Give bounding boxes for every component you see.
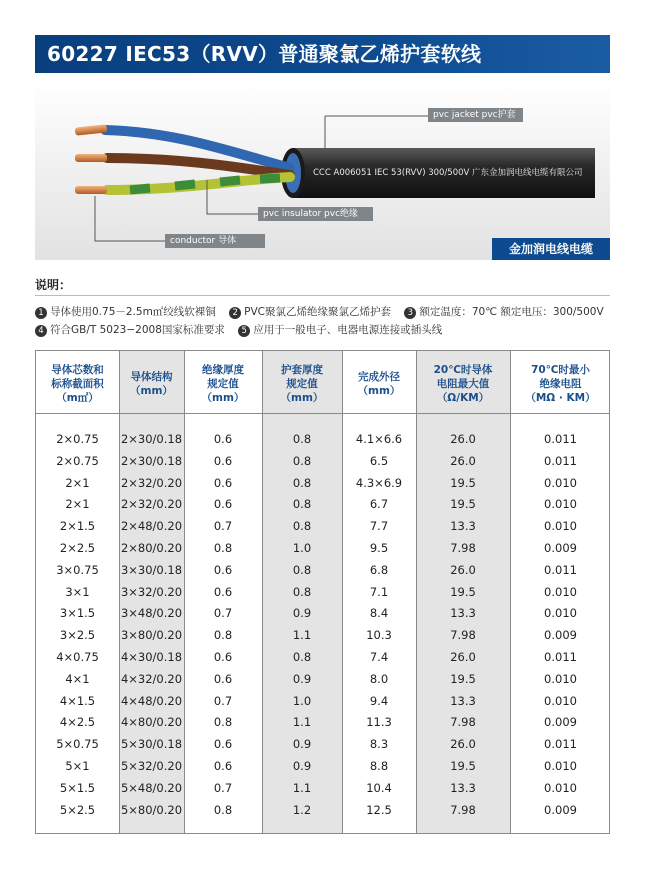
table-cell: 0.6 bbox=[213, 475, 233, 490]
table-cell: 6.8 bbox=[369, 562, 389, 577]
table-cell: 1.0 bbox=[292, 693, 312, 708]
note-item bbox=[229, 304, 391, 319]
table-cell: 13.3 bbox=[450, 519, 476, 534]
table-cell: 3×0.75 bbox=[56, 562, 99, 577]
table-cell: 2×1 bbox=[65, 497, 90, 512]
table-cell: 0.009 bbox=[544, 715, 577, 730]
table-cell: 3×32/0.20 bbox=[120, 584, 183, 599]
note-item bbox=[238, 322, 442, 337]
column-header-line: 20℃时导体 bbox=[433, 364, 493, 376]
table-cell: 3×80/0.20 bbox=[120, 628, 183, 643]
table-cell: 7.98 bbox=[450, 541, 476, 555]
table-cell: 2×80/0.20 bbox=[120, 541, 183, 555]
column-header bbox=[184, 359, 262, 409]
note-text: PVC聚氯乙烯绝缘聚氯乙烯护套 bbox=[244, 306, 392, 318]
table-cell: 0.010 bbox=[544, 584, 577, 599]
column-header-line: 导体结构 bbox=[130, 371, 173, 383]
table-cell: 0.010 bbox=[544, 606, 577, 621]
table-cell: 3×48/0.20 bbox=[120, 606, 183, 621]
note-text: 应用于一般电子、电器电源连接或插头线 bbox=[253, 324, 443, 336]
table-cell: 0.7 bbox=[213, 519, 233, 534]
table-cell: 4×1 bbox=[65, 671, 90, 686]
table-cell: 0.7 bbox=[213, 693, 233, 708]
column-header-line: 护套厚度 bbox=[281, 364, 323, 376]
table-cell: 6.7 bbox=[369, 497, 389, 512]
table-cell: 11.3 bbox=[366, 715, 392, 730]
table-cell: 5×30/0.18 bbox=[120, 737, 183, 752]
table-cell: 4×30/0.18 bbox=[120, 650, 183, 664]
table-cell: 0.011 bbox=[544, 562, 577, 577]
table-cell: 9.5 bbox=[369, 541, 389, 555]
table-cell: 6.5 bbox=[369, 453, 389, 468]
table-cell: 0.8 bbox=[292, 475, 312, 490]
table-cell: 0.009 bbox=[544, 541, 577, 555]
table-cell: 8.4 bbox=[369, 606, 389, 621]
spec-table bbox=[35, 350, 610, 834]
table-cell: 4×48/0.20 bbox=[120, 693, 183, 708]
column-header bbox=[36, 359, 119, 409]
column-header-line: 规定值 bbox=[286, 378, 318, 390]
table-cell: 5×0.75 bbox=[56, 737, 99, 752]
column-header-line: （m㎡） bbox=[56, 392, 99, 404]
table-cell: 12.5 bbox=[366, 802, 392, 817]
table-cell: 0.8 bbox=[213, 541, 233, 555]
note-text: 额定温度：70℃ 额定电压：300/500V bbox=[419, 306, 604, 318]
table-cell: 0.8 bbox=[292, 650, 312, 664]
table-cell: 0.010 bbox=[544, 693, 577, 708]
table-cell: 5×2.5 bbox=[59, 802, 96, 817]
note-item bbox=[35, 322, 225, 337]
table-cell: 0.011 bbox=[544, 737, 577, 752]
column-header-line: 完成外径 bbox=[358, 371, 400, 383]
table-cell: 0.011 bbox=[544, 650, 577, 664]
column-header-line: 绝缘电阻 bbox=[539, 378, 582, 390]
column-header-line: 导体芯数和 bbox=[51, 364, 104, 376]
table-cell: 7.4 bbox=[369, 650, 389, 664]
table-cell: 0.8 bbox=[213, 715, 233, 730]
header-divider bbox=[36, 413, 609, 414]
note-item bbox=[35, 304, 216, 319]
table-cell: 0.011 bbox=[544, 432, 577, 446]
table-cell: 0.011 bbox=[544, 453, 577, 468]
table-cell: 0.9 bbox=[292, 671, 312, 686]
table-cell: 2×2.5 bbox=[59, 541, 96, 555]
table-cell: 2×0.75 bbox=[56, 453, 99, 468]
table-cell: 2×1 bbox=[65, 475, 90, 490]
cable-print-text: CCC A006051 IEC 53(RVV) 300/500V 广东金加润电线电缆有限公司 bbox=[313, 168, 583, 178]
table-cell: 26.0 bbox=[450, 432, 476, 446]
table-cell: 4.1×6.6 bbox=[355, 432, 403, 446]
table-cell: 0.8 bbox=[292, 453, 312, 468]
table-cell: 19.5 bbox=[450, 671, 476, 686]
conductor-label: conductor 导体 bbox=[165, 234, 265, 248]
column-header-line: 电阻最大值 bbox=[436, 378, 490, 390]
table-cell: 0.9 bbox=[292, 737, 312, 752]
table-cell: 0.6 bbox=[213, 497, 233, 512]
note-text: 符合GB/T 5023−2008国家标准要求 bbox=[50, 324, 225, 336]
table-cell: 4×80/0.20 bbox=[120, 715, 183, 730]
table-cell: 5×80/0.20 bbox=[120, 802, 183, 817]
table-cell: 0.7 bbox=[213, 780, 233, 795]
table-cell: 0.8 bbox=[292, 584, 312, 599]
table-cell: 3×1.5 bbox=[59, 606, 96, 621]
notes-row-1 bbox=[35, 304, 614, 319]
table-cell: 0.010 bbox=[544, 497, 577, 512]
table-cell: 2×1.5 bbox=[59, 519, 96, 534]
table-cell: 3×30/0.18 bbox=[120, 562, 183, 577]
table-cell: 2×32/0.20 bbox=[120, 497, 183, 512]
table-cell: 8.0 bbox=[369, 671, 389, 686]
page-title: 60227 IEC53（RVV）普通聚氯乙烯护套软线 bbox=[35, 35, 610, 73]
table-cell: 0.6 bbox=[213, 584, 233, 599]
table-cell: 13.3 bbox=[450, 606, 476, 621]
column-header bbox=[342, 359, 416, 409]
column-header-line: 规定值 bbox=[207, 378, 239, 390]
note-text: 导体使用0.75－2.5m㎡绞线软裸铜 bbox=[50, 306, 216, 318]
table-cell: 0.8 bbox=[292, 519, 312, 534]
column-header-line: （Ω/KM） bbox=[436, 392, 490, 404]
table-cell: 4×1.5 bbox=[59, 693, 96, 708]
notes-heading: 说明： bbox=[35, 278, 72, 292]
table-cell: 0.9 bbox=[292, 606, 312, 621]
column-header bbox=[416, 359, 510, 409]
table-cell: 1.1 bbox=[292, 715, 312, 730]
table-cell: 26.0 bbox=[450, 453, 476, 468]
table-cell: 10.4 bbox=[366, 780, 392, 795]
table-cell: 7.7 bbox=[369, 519, 389, 534]
table-cell: 19.5 bbox=[450, 759, 476, 773]
table-cell: 2×30/0.18 bbox=[120, 453, 183, 468]
table-cell: 8.8 bbox=[369, 759, 389, 773]
note-item bbox=[404, 304, 603, 319]
column-header-line: （MΩ · KM） bbox=[525, 392, 596, 404]
table-cell: 0.7 bbox=[213, 606, 233, 621]
table-cell: 1.2 bbox=[292, 802, 312, 817]
table-cell: 19.5 bbox=[450, 584, 476, 599]
table-cell: 1.0 bbox=[292, 541, 312, 555]
table-cell: 0.010 bbox=[544, 671, 577, 686]
table-cell: 26.0 bbox=[450, 562, 476, 577]
table-cell: 0.8 bbox=[213, 802, 233, 817]
table-cell: 8.3 bbox=[369, 737, 389, 752]
jacket-label: pvc jacket pvc护套 bbox=[428, 108, 523, 122]
insulator-label: pvc insulator pvc绝缘 bbox=[258, 207, 373, 221]
table-cell: 1.1 bbox=[292, 628, 312, 643]
table-cell: 0.009 bbox=[544, 802, 577, 817]
table-cell: 3×1 bbox=[65, 584, 90, 599]
table-cell: 7.98 bbox=[450, 628, 476, 643]
table-cell: 0.6 bbox=[213, 650, 233, 664]
table-cell: 26.0 bbox=[450, 737, 476, 752]
table-cell: 13.3 bbox=[450, 693, 476, 708]
table-cell: 0.009 bbox=[544, 628, 577, 643]
column-header bbox=[510, 359, 611, 409]
column-header-line: 绝缘厚度 bbox=[202, 364, 244, 376]
table-cell: 0.6 bbox=[213, 453, 233, 468]
number-badge: 5 bbox=[238, 325, 250, 337]
table-cell: 4.3×6.9 bbox=[355, 475, 403, 490]
table-cell: 7.98 bbox=[450, 802, 476, 817]
table-cell: 5×48/0.20 bbox=[120, 780, 183, 795]
column-header-line: （mm） bbox=[280, 392, 324, 404]
table-cell: 4×2.5 bbox=[59, 715, 96, 730]
table-cell: 9.4 bbox=[369, 693, 389, 708]
table-cell: 5×1 bbox=[65, 759, 90, 773]
table-cell: 19.5 bbox=[450, 475, 476, 490]
table-cell: 5×32/0.20 bbox=[120, 759, 183, 773]
table-cell: 0.6 bbox=[213, 432, 233, 446]
table-cell: 0.8 bbox=[292, 497, 312, 512]
table-cell: 0.8 bbox=[292, 432, 312, 446]
notes-divider bbox=[35, 295, 610, 296]
column-header bbox=[262, 359, 342, 409]
number-badge: 3 bbox=[404, 307, 416, 319]
table-cell: 7.1 bbox=[369, 584, 389, 599]
number-badge: 2 bbox=[229, 307, 241, 319]
product-illustration bbox=[35, 80, 610, 260]
table-cell: 0.6 bbox=[213, 737, 233, 752]
column-header-line: 标称截面积 bbox=[51, 378, 104, 390]
table-cell: 0.6 bbox=[213, 671, 233, 686]
table-cell: 7.98 bbox=[450, 715, 476, 730]
table-cell: 0.010 bbox=[544, 759, 577, 773]
table-cell: 0.6 bbox=[213, 562, 233, 577]
table-cell: 0.010 bbox=[544, 519, 577, 534]
table-cell: 0.8 bbox=[292, 562, 312, 577]
column-header bbox=[119, 359, 184, 409]
brand-tag: 金加润电线电缆 bbox=[492, 238, 610, 260]
table-cell: 0.010 bbox=[544, 475, 577, 490]
table-cell: 0.010 bbox=[544, 780, 577, 795]
table-cell: 2×0.75 bbox=[56, 432, 99, 446]
column-header-line: （mm） bbox=[130, 385, 173, 397]
table-cell: 0.6 bbox=[213, 759, 233, 773]
column-header-line: 70℃时最小 bbox=[531, 364, 590, 376]
table-cell: 3×2.5 bbox=[59, 628, 96, 643]
column-header-line: （mm） bbox=[201, 392, 245, 404]
table-cell: 5×1.5 bbox=[59, 780, 96, 795]
number-badge: 1 bbox=[35, 307, 47, 319]
table-cell: 2×32/0.20 bbox=[120, 475, 183, 490]
table-cell: 2×48/0.20 bbox=[120, 519, 183, 534]
table-cell: 10.3 bbox=[366, 628, 392, 643]
number-badge: 4 bbox=[35, 325, 47, 337]
table-cell: 19.5 bbox=[450, 497, 476, 512]
notes-row-2 bbox=[35, 322, 452, 337]
table-cell: 4×32/0.20 bbox=[120, 671, 183, 686]
table-cell: 0.9 bbox=[292, 759, 312, 773]
table-cell: 2×30/0.18 bbox=[120, 432, 183, 446]
table-cell: 1.1 bbox=[292, 780, 312, 795]
table-cell: 4×0.75 bbox=[56, 650, 99, 664]
table-cell: 0.8 bbox=[213, 628, 233, 643]
table-cell: 13.3 bbox=[450, 780, 476, 795]
table-cell: 26.0 bbox=[450, 650, 476, 664]
column-header-line: （mm） bbox=[357, 385, 401, 397]
